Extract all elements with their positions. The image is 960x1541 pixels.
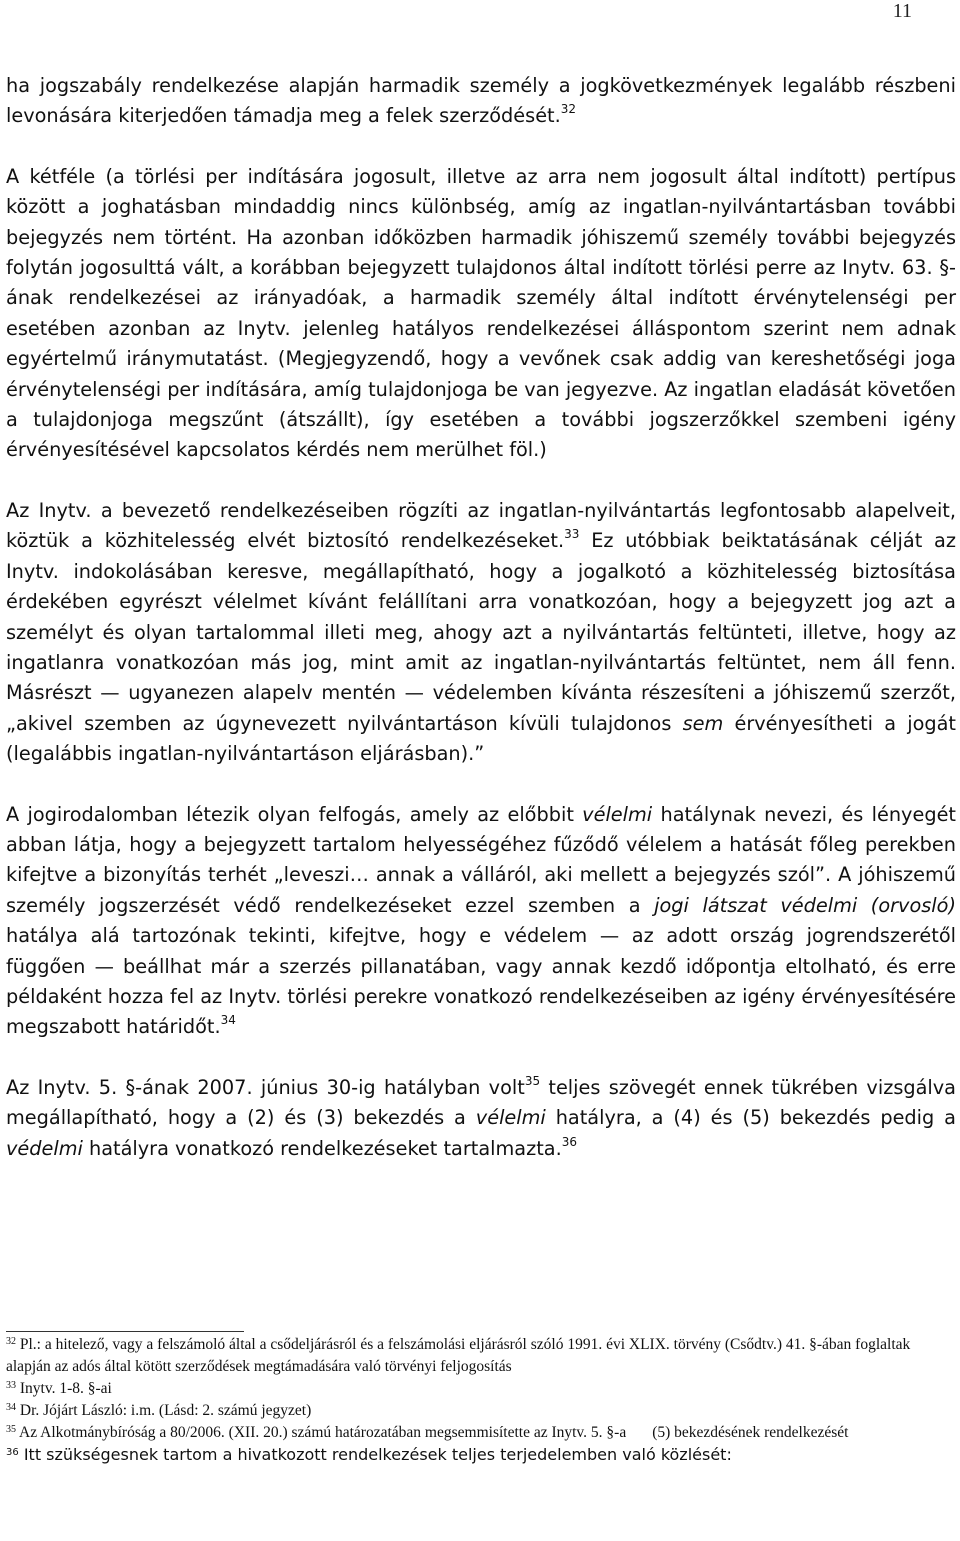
footnote-ref: 32: [560, 102, 577, 117]
paragraph-2: A kétféle (a törlési per indítására jogosult, illetve az arra nem jogosult által indított) pertípus között a joghatásban mindaddig nincs különbség, amíg az ingatlan-nyilvántartásban további bejegyzés nem történt. Ha azonban időközben harmadik jóhiszemű személy további bejegyzés folytán jogosulttá vált, a korábban bejegyzett tulajdonos által indított törlési perre az Inytv. 63. §-ának rendelkezései az irányadóak, a harmadik személy által indított érvénytelenségi per esetében azonban az Inytv. jelenleg hatályos rendelkezései álláspontom szerint nem adnak egyértelmű iránymutatást. (Megjegyzendő, hogy a vevőnek csak addig van kereshetőségi joga érvénytelenségi per indítására, amíg tulajdonjoga be van jegyezve. Az ingatlan eladását követően a tulajdonjoga megszűnt (átszállt), így esetében a további jogszerzőkkel szembeni igény érvényesítésével kapcsolatos kérdés nem merülhet föl.): [6, 164, 956, 462]
footnote-number: 35: [6, 1424, 16, 1435]
paragraph-text: hatálynak nevezi, és lényegét abban látja, hogy a bejegyzett tartalom helyességéhez fűződő vélelem a hatását főleg perekben kifejtve a bizonyítás terhét „leveszi… annak a válláról, aki mellett a bejegyzés szól”. A jóhiszemű személy jogszerzését védő rendelkezéseket ezzel szemben a: [6, 802, 956, 917]
paragraph-text: Az Inytv. 5. §-ának 2007. június 30-ig hatályban volt: [6, 1075, 525, 1099]
footnote-33: [6, 1378, 956, 1400]
paragraph-text: Az Inytv. a bevezető rendelkezéseiben rögzíti az ingatlan-nyilvántartás legfontosabb alapelveit, köztük a közhitelesség elvét biztosító rendelkezéseket.: [6, 498, 956, 553]
paragraph-3: [6, 496, 956, 770]
paragraph-text: ha jogszabály rendelkezése alapján harmadik személy a jogkövetkezmények legalább részbeni levonására kiterjedően támadja meg a felek szerződését.: [6, 74, 956, 128]
footnote-text: Pl.: a hitelező, vagy a felszámoló által a csődeljárásról és a felszámolási eljárásról szóló 1991. évi XLIX. törvény (Csődtv.) 41. §-ában foglaltak alapján az adós által kötött szerződések megtámadására való törvényi feljogosítás: [6, 1336, 911, 1375]
emphasis: védelmi: [6, 1136, 83, 1160]
footnote-34: [6, 1400, 956, 1422]
footnote-text: Itt szükségesnek tartom a hivatkozott rendelkezések teljes terjedelemben való közlését:: [23, 1445, 732, 1464]
paragraph-text: teljes szövegét ennek tükrében vizsgálva megállapítható, hogy a (2) és (3) bekezdés a: [6, 1075, 956, 1130]
footnote-number: 34: [6, 1402, 16, 1413]
emphasis: vélelmi: [582, 802, 653, 826]
footnote-ref: 35: [524, 1073, 541, 1088]
paragraph-text: hatályra vonatkozó rendelkezéseket tartalmazta.: [82, 1136, 562, 1160]
footnote-text: Az Alkotmánybíróság a 80/2006. (XII. 20.) számú határozatában megsemmisítette az Inytv. 5. §-a: [19, 1424, 627, 1441]
footnotes: [6, 1331, 956, 1466]
paragraph-4: [6, 800, 956, 1043]
paragraph-text: hatályra, a (4) és (5) bekezdés pedig a: [545, 1106, 956, 1130]
footnote-number: 32: [6, 1336, 16, 1347]
emphasis: sem: [682, 711, 724, 735]
page-number: 11: [892, 0, 912, 22]
paragraph-text: A jogirodalomban létezik olyan felfogás, amely az előbbit: [6, 802, 583, 826]
footnote-text: Dr. Jójárt László: i.m. (Lásd: 2. számú jegyzet): [19, 1402, 312, 1419]
emphasis: jogi látszat védelmi (orvosló): [654, 893, 956, 917]
footnote-ref: 33: [564, 527, 580, 542]
footnote-36: [6, 1444, 956, 1466]
footnote-text: Inytv. 1-8. §-ai: [19, 1380, 112, 1397]
footnote-separator: [6, 1331, 244, 1332]
paragraph-5: [6, 1073, 956, 1164]
paragraph-1: [6, 71, 956, 132]
footnote-32: [6, 1334, 956, 1378]
footnote-ref: 34: [220, 1013, 236, 1028]
paragraph-text: hatálya alá tartozónak tekinti, kifejtve, hogy e védelem — az adott ország jogrendszerétől függően — beállhat már a szerzés pillanatában, vagy annak kezdő időpontja eltolható, és erre példaként hozza fel az Inytv. törlési perekre vonatkozó rendelkezéseiben az igény érvényesítésére megszabott határidőt.: [6, 924, 956, 1039]
footnote-ref: 36: [561, 1134, 578, 1149]
footnote-35: [6, 1422, 956, 1444]
body-text: [6, 71, 956, 1164]
footnote-number: 33: [6, 1380, 16, 1391]
paragraph-text: érvényesítheti a jogát (legalábbis ingatlan-nyilvántartáson eljárásban).”: [6, 711, 956, 766]
emphasis: vélelmi: [475, 1106, 546, 1130]
paragraph-text: Ez utóbbiak beiktatásának célját az Inytv. indokolásában keresve, megállapítható, hogy a jogalkotó a közhitelesség biztosítása érdekében egyrészt vélelmet kívánt felállítani arra vonatkozóan, hogy a bejegyzett jog azt a személyt és olyan tartalommal illeti meg, ahogy azt a nyilvántartás feltünteti, illetve, hogy az ingatlanra vonatkozóan más jog, mint amit az ingatlan-nyilvántartás feltüntet, nem áll fenn. Másrészt — ugyanezen alapelv mentén — védelemben kívánta részesíteni a jóhiszemű szerzőt, „akivel szemben az úgynevezett nyilvántartáson kívüli tulajdonos: [6, 529, 956, 735]
footnote-number: 36: [6, 1447, 19, 1458]
footnote-text: (5) bekezdésének rendelkezését: [652, 1424, 849, 1441]
